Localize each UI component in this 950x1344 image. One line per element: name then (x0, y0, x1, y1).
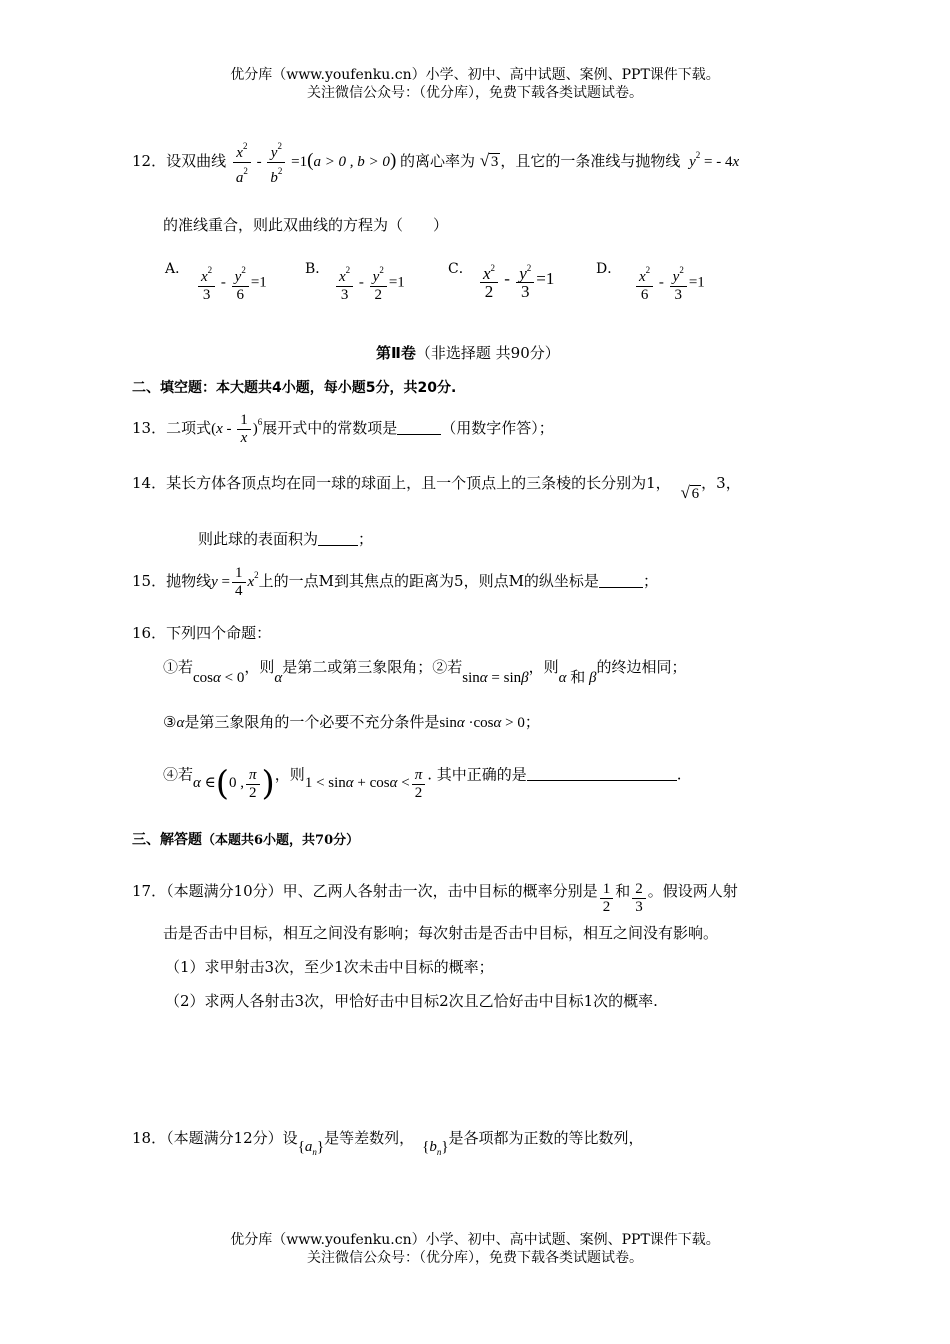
q18-number: 18． (132, 1129, 167, 1147)
q16-propositions-1-2 (163, 656, 687, 686)
q15-text-1: 抛物线 (166, 571, 212, 590)
question-12 (132, 138, 739, 187)
q16-p1c: 是第二或第三象限角；②若 (282, 658, 463, 676)
q12-text-2: 的离心率为 (400, 151, 476, 170)
footer-line-2: 关注微信公众号：（优分库），免费下载各类试题试卷。 (307, 1250, 643, 1266)
q12-eccentricity: √ 3 (479, 150, 499, 170)
q12-option-a-label: A． (165, 261, 190, 277)
q14-sqrt-6: √ 6 (680, 483, 700, 502)
q16-proposition-3 (163, 711, 540, 732)
q13-answer-blank[interactable] (397, 420, 441, 435)
q13-text-3: （用数字作答）； (441, 418, 554, 437)
q16-alpha-1: α (274, 670, 283, 686)
q12-option-b: $\frac{x^2}{3}$ - $\frac{y^2}{2}$ =1 (334, 262, 405, 304)
q17-and: 和 (615, 881, 631, 900)
q17-prob-half: $\frac{1}{2}$ (598, 890, 616, 906)
q18-seq-a: $\{a_n\}$ (297, 1139, 325, 1157)
q17-sub-1: （1）求甲射击3次，至少1次未击中目标的概率； (165, 958, 494, 976)
question-13 (132, 412, 554, 447)
q16-p3b: 是第三象限角的一个必要不充分条件是 (184, 713, 440, 731)
q12-option-a: $\frac{x^2}{3}$ - $\frac{y^2}{6}$ =1 (196, 262, 267, 304)
q16-p1b: ，则 (244, 658, 275, 676)
q12-line-2: 的准线重合，则此双曲线的方程为（ ） (163, 216, 449, 234)
q15-parabola: y = $\frac{1}{4}$ $x^2$ (211, 565, 259, 599)
q16-p4d: . (676, 765, 682, 784)
q17-line-2: 击是否击中目标，相互之间没有影响；每次射击是否击中目标，相互之间没有影响。 (163, 924, 719, 942)
question-15 (132, 565, 658, 600)
q12-option-d: $\frac{x^2}{6}$ - $\frac{y^2}{3}$ =1 (634, 262, 705, 304)
q17-text-2: 。假设两人射 (647, 881, 738, 900)
header-line-1: 优分库（www.youfenku.cn）小学、初中、高中试题、案例、PPT课件下载。 (230, 67, 720, 83)
section-3-heading (132, 829, 359, 849)
q12-parabola: $y^2$ = - 4x (689, 149, 740, 170)
q16-sin-equality: sinα = sinβ (462, 670, 529, 686)
q12-number: 12． (132, 151, 167, 170)
q15-answer-blank[interactable] (599, 573, 643, 588)
q16-text-1: 下列四个命题： (166, 624, 272, 642)
q16-cos-condition: cosα < 0 (193, 670, 245, 686)
q17-text-1: （本题满分10分）甲、乙两人各射击一次，击中目标的概率分别是 (166, 881, 598, 900)
q14-tail: ； (358, 530, 374, 548)
section-2-heading: 二、填空题：本大题共4小题，每小题5分，共20分. (132, 380, 457, 396)
q18-text-3: 是各项都为正数的等比数列， (448, 1129, 644, 1147)
q18-text-2: 是等差数列， (324, 1129, 415, 1147)
q16-inequality: 1 < sinα + cosα < $\frac{\pi}{2}$ (305, 775, 427, 791)
q14-line-2 (198, 528, 373, 549)
q14-text-1: 某长方体各顶点均在同一球的球面上，且一个顶点上的三条棱的长分别为1， (166, 474, 671, 492)
q12-option-b-label: B． (305, 261, 330, 277)
q12-option-c: $\frac{x^2}{2}$ - $\frac{y^2}{3}$ =1 (478, 260, 554, 300)
q16-p1e: 的终边相同； (596, 658, 687, 676)
q16-p4a: ④若 (163, 765, 194, 784)
header-line-2: 关注微信公众号：（优分库），免费下载各类试题试卷。 (307, 85, 643, 101)
q12-option-d-label: D． (596, 261, 622, 277)
q15-tail: ； (642, 571, 658, 590)
q16-p4b: ，则 (274, 765, 305, 784)
q16-p1d: ，则 (528, 658, 559, 676)
section-3-label: 三、解答题 (132, 832, 202, 848)
q12-text-3: ，且它的一条准线与抛物线 (500, 151, 681, 170)
q13-text-1: 二项式 (166, 418, 212, 437)
section-3-note: （本题共6小题，共70分） (202, 833, 360, 848)
q18-seq-b: $\{b_n\}$ (422, 1139, 449, 1157)
question-18 (132, 1127, 644, 1157)
footer-line-1: 优分库（www.youfenku.cn）小学、初中、高中试题、案例、PPT课件下载。 (230, 1232, 720, 1248)
q17-prob-two-thirds: $\frac{2}{3}$ (630, 890, 648, 906)
q14-answer-blank[interactable] (318, 531, 358, 546)
q12-option-c-label: C． (448, 261, 473, 277)
question-14 (132, 472, 741, 502)
q16-answer-blank[interactable] (527, 766, 677, 781)
q14-number: 14． (132, 474, 167, 492)
q14-text-2: ，3， (701, 474, 741, 492)
q16-alpha-beta: α 和 β (558, 670, 597, 686)
q18-text-1: （本题满分12分）设 (166, 1129, 298, 1147)
q16-p3a: ③ (163, 713, 177, 731)
q17-number: 17． (132, 881, 167, 900)
part-2-heading (376, 342, 560, 363)
q16-p4c: . 其中正确的是 (427, 765, 527, 784)
q12-hyperbola-formula: $\frac{x^2}{a^2}$ - $\frac{y^2}{b^2}$ =1(a > 0 , b > 0) (231, 154, 400, 170)
q15-text-2: 上的一点M到其焦点的距离为5，则点M的纵坐标是 (258, 571, 599, 590)
q17-sub-2: （2）求两人各射击3次，甲恰好击中目标2次且乙恰好击中目标1次的概率. (165, 992, 658, 1010)
q13-number: 13． (132, 418, 167, 437)
q13-binomial: (x - $\frac{1}{x}$ )$^6$ (211, 412, 263, 446)
q15-number: 15． (132, 571, 167, 590)
question-17 (132, 875, 738, 915)
question-16 (132, 622, 271, 643)
part-2-title: 第Ⅱ卷 (376, 344, 416, 362)
q16-alpha-3: α (176, 715, 185, 731)
q16-p1a: ①若 (163, 658, 194, 676)
q13-text-2: 展开式中的常数项是 (262, 418, 398, 437)
q14-line-2-text: 则此球的表面积为 (198, 530, 319, 548)
q16-p3c: ； (524, 713, 540, 731)
q12-text-1: 设双曲线 (166, 151, 227, 170)
part-2-subtitle: （非选择题 共90分） (415, 344, 560, 362)
q16-proposition-4 (163, 756, 682, 804)
q16-interval: α ∈(0 , $\frac{\pi}{2}$ ) (193, 764, 275, 804)
q16-number: 16． (132, 624, 167, 642)
q16-sin-cos-product: sinα ·cosα > 0 (439, 715, 525, 731)
